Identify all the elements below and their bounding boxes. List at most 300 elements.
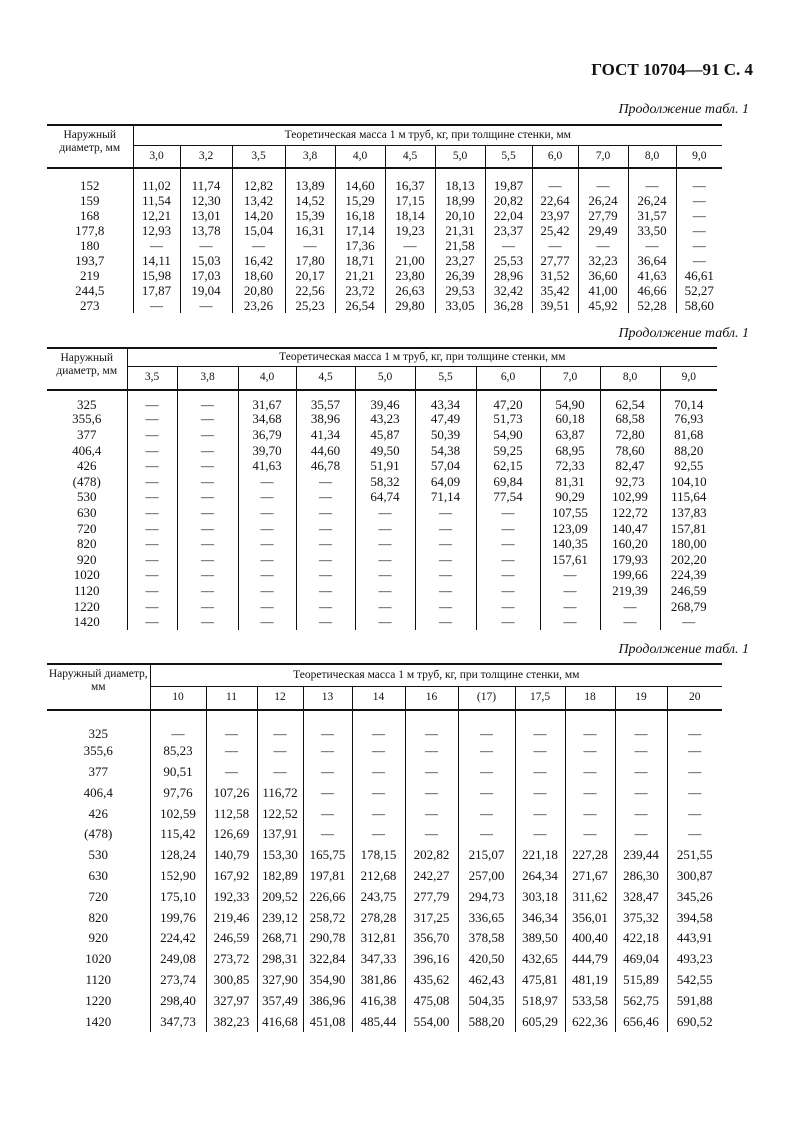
mass-cell: — xyxy=(177,490,238,506)
mass-cell: 29,80 xyxy=(385,298,435,313)
diameter-cell: 193,7 xyxy=(75,252,105,268)
mass-cell: 504,35 xyxy=(458,990,515,1011)
mass-cell: 52,27 xyxy=(676,283,722,298)
mass-cell: 165,75 xyxy=(303,845,352,866)
mass-cell: — xyxy=(177,427,238,443)
mass-cell: — xyxy=(238,552,296,568)
mass-cell: — xyxy=(127,490,177,506)
mass-cell: — xyxy=(405,741,458,762)
mass-cell: 227,28 xyxy=(565,845,615,866)
mass-cell: — xyxy=(355,536,415,552)
thickness-column-header: 3,5 xyxy=(232,145,285,168)
diameter-cell: 530 xyxy=(77,489,97,505)
mass-cell: 34,68 xyxy=(238,412,296,428)
mass-cell: — xyxy=(177,568,238,584)
mass-cell: — xyxy=(238,490,296,506)
mass-cell: 64,09 xyxy=(415,474,476,490)
mass-cell: 257,00 xyxy=(458,866,515,887)
mass-cell: 278,28 xyxy=(352,907,405,928)
mass-cell: 518,97 xyxy=(515,990,565,1011)
mass-cell: 85,23 xyxy=(150,741,206,762)
mass-cell: — xyxy=(355,505,415,521)
mass-cell: — xyxy=(177,599,238,615)
mass-cell: — xyxy=(578,238,628,253)
mass-cell: 224,39 xyxy=(660,568,717,584)
mass-cell: — xyxy=(296,536,355,552)
diameter-header: Наружный диаметр, мм xyxy=(47,348,127,390)
mass-cell: — xyxy=(615,782,667,803)
mass-cell: 126,69 xyxy=(206,824,257,845)
mass-cell: — xyxy=(303,741,352,762)
diameter-cell: 426 xyxy=(88,805,108,821)
mass-cell: 303,18 xyxy=(515,886,565,907)
thickness-column-header: 5,5 xyxy=(485,145,532,168)
mass-cell: — xyxy=(565,762,615,783)
table-row xyxy=(47,223,722,238)
mass-cell: 451,08 xyxy=(303,1011,352,1032)
mass-cell: — xyxy=(177,412,238,428)
mass-cell: — xyxy=(676,168,722,193)
mass-cell: 224,42 xyxy=(150,928,206,949)
mass-cell: — xyxy=(667,762,722,783)
thickness-column-header: (17) xyxy=(458,686,515,710)
mass-cell: 271,67 xyxy=(565,866,615,887)
mass-cell: — xyxy=(676,253,722,268)
mass-cell: 107,26 xyxy=(206,782,257,803)
mass-cell: 122,72 xyxy=(600,505,660,521)
mass-cell: 354,90 xyxy=(303,970,352,991)
mass-cell: 312,81 xyxy=(352,928,405,949)
mass-cell: — xyxy=(415,614,476,630)
mass-cell: 68,58 xyxy=(600,412,660,428)
mass-cell: 77,54 xyxy=(476,490,540,506)
mass-cell: 298,40 xyxy=(150,990,206,1011)
mass-cell: — xyxy=(676,208,722,223)
mass-cell: 588,20 xyxy=(458,1011,515,1032)
mass-cell: — xyxy=(458,824,515,845)
mass-cell: 88,20 xyxy=(660,443,717,459)
mass-cell: 300,85 xyxy=(206,970,257,991)
mass-cell: 128,24 xyxy=(150,845,206,866)
mass-cell: 157,61 xyxy=(540,552,600,568)
wall-thickness-group-header: Теоретическая масса 1 м труб, кг, при толщине стенки, мм xyxy=(150,664,722,686)
diameter-cell: 1020 xyxy=(85,951,112,967)
mass-cell: 12,21 xyxy=(133,208,180,223)
mass-cell: — xyxy=(238,521,296,537)
mass-cell: 115,64 xyxy=(660,490,717,506)
mass-cell: — xyxy=(667,824,722,845)
diameter-cell: 159 xyxy=(80,192,100,208)
mass-cell: 140,35 xyxy=(540,536,600,552)
table-row xyxy=(47,474,717,490)
mass-cell: 59,25 xyxy=(476,443,540,459)
thickness-column-header: 4,0 xyxy=(335,145,385,168)
mass-cell: 20,82 xyxy=(485,193,532,208)
diameter-header: Наружный диаметр, мм xyxy=(47,664,150,710)
mass-cell: — xyxy=(238,568,296,584)
diameter-cell: 820 xyxy=(77,536,97,552)
diameter-cell: (478) xyxy=(84,826,113,842)
mass-cell: 31,67 xyxy=(238,390,296,412)
diameter-cell: 325 xyxy=(88,725,108,741)
mass-cell: 72,33 xyxy=(540,458,600,474)
mass-cell: 327,90 xyxy=(257,970,303,991)
diameter-header: Наружный диаметр, мм xyxy=(47,125,133,168)
mass-cell: 35,42 xyxy=(532,283,578,298)
mass-cell: 591,88 xyxy=(667,990,722,1011)
mass-cell: 347,73 xyxy=(150,1011,206,1032)
diameter-cell: 1420 xyxy=(85,1013,112,1029)
mass-cell: 54,38 xyxy=(415,443,476,459)
mass-cell: — xyxy=(615,824,667,845)
mass-cell: — xyxy=(476,614,540,630)
mass-cell: 47,20 xyxy=(476,390,540,412)
mass-cell: 160,20 xyxy=(600,536,660,552)
mass-cell: 33,50 xyxy=(628,223,676,238)
mass-cell: — xyxy=(667,803,722,824)
mass-cell: 19,87 xyxy=(485,168,532,193)
thickness-column-header: 8,0 xyxy=(600,366,660,390)
mass-cell: 23,80 xyxy=(385,268,435,283)
mass-cell: 25,23 xyxy=(285,298,335,313)
mass-cell: — xyxy=(127,521,177,537)
table-row xyxy=(47,521,717,537)
mass-cell: 52,28 xyxy=(628,298,676,313)
mass-cell: 26,54 xyxy=(335,298,385,313)
diameter-cell: 355,6 xyxy=(72,411,102,427)
mass-cell: — xyxy=(257,710,303,741)
mass-cell: 14,52 xyxy=(285,193,335,208)
mass-cell: 202,82 xyxy=(405,845,458,866)
mass-cell: 221,18 xyxy=(515,845,565,866)
mass-cell: — xyxy=(352,710,405,741)
diameter-cell: 152 xyxy=(80,178,100,193)
mass-cell: 554,00 xyxy=(405,1011,458,1032)
mass-cell: 27,77 xyxy=(532,253,578,268)
mass-cell: — xyxy=(578,168,628,193)
mass-cell: 357,49 xyxy=(257,990,303,1011)
mass-cell: 16,42 xyxy=(232,253,285,268)
mass-cell: 15,29 xyxy=(335,193,385,208)
mass-cell: — xyxy=(150,710,206,741)
mass-cell: 21,21 xyxy=(335,268,385,283)
mass-cell: 346,34 xyxy=(515,907,565,928)
mass-cell: 347,33 xyxy=(352,949,405,970)
mass-cell: — xyxy=(476,521,540,537)
table-row xyxy=(47,268,722,283)
mass-cell: 64,74 xyxy=(355,490,415,506)
mass-cell: 62,54 xyxy=(600,390,660,412)
mass-cell: 97,76 xyxy=(150,782,206,803)
mass-cell: — xyxy=(405,710,458,741)
mass-cell: — xyxy=(238,474,296,490)
mass-cell: — xyxy=(133,238,180,253)
table-row xyxy=(47,283,722,298)
mass-cell: 311,62 xyxy=(565,886,615,907)
mass-cell: — xyxy=(476,599,540,615)
mass-cell: — xyxy=(476,568,540,584)
mass-cell: — xyxy=(355,583,415,599)
thickness-column-header: 3,0 xyxy=(133,145,180,168)
mass-cell: 273,72 xyxy=(206,949,257,970)
mass-cell: — xyxy=(676,223,722,238)
table-row xyxy=(47,614,717,630)
mass-cell: 29,53 xyxy=(435,283,485,298)
mass-cell: 394,58 xyxy=(667,907,722,928)
mass-cell: 356,01 xyxy=(565,907,615,928)
thickness-column-header: 19 xyxy=(615,686,667,710)
mass-cell: — xyxy=(127,614,177,630)
mass-cell: 199,66 xyxy=(600,568,660,584)
mass-cell: — xyxy=(532,168,578,193)
mass-cell: — xyxy=(206,741,257,762)
mass-cell: — xyxy=(127,599,177,615)
mass-cell: 50,39 xyxy=(415,427,476,443)
mass-cell: — xyxy=(296,568,355,584)
diameter-cell: 820 xyxy=(88,909,108,925)
mass-cell: — xyxy=(303,762,352,783)
mass-cell: — xyxy=(127,427,177,443)
mass-cell: 11,02 xyxy=(133,168,180,193)
mass-cell: 375,32 xyxy=(615,907,667,928)
mass-cell: 562,75 xyxy=(615,990,667,1011)
mass-cell: — xyxy=(238,536,296,552)
table-row xyxy=(47,741,722,762)
mass-cell: 81,68 xyxy=(660,427,717,443)
mass-cell: 58,32 xyxy=(355,474,415,490)
mass-cell: — xyxy=(206,710,257,741)
mass-cell: — xyxy=(676,238,722,253)
mass-cell: 386,96 xyxy=(303,990,352,1011)
mass-cell: 298,31 xyxy=(257,949,303,970)
mass-cell: — xyxy=(515,710,565,741)
mass-cell: 16,18 xyxy=(335,208,385,223)
table-row xyxy=(47,443,717,459)
mass-cell: 112,58 xyxy=(206,803,257,824)
mass-cell: 33,05 xyxy=(435,298,485,313)
mass-cell: 137,83 xyxy=(660,505,717,521)
mass-cell: — xyxy=(238,599,296,615)
mass-cell: — xyxy=(206,762,257,783)
mass-cell: — xyxy=(127,552,177,568)
mass-cell: — xyxy=(600,599,660,615)
mass-cell: — xyxy=(415,505,476,521)
table-row xyxy=(47,390,717,412)
mass-cell: 11,74 xyxy=(180,168,232,193)
table-row xyxy=(47,886,722,907)
mass-cell: 14,60 xyxy=(335,168,385,193)
mass-cell: 31,52 xyxy=(532,268,578,283)
mass-cell: — xyxy=(127,443,177,459)
mass-cell: 243,75 xyxy=(352,886,405,907)
mass-cell: — xyxy=(296,521,355,537)
mass-cell: — xyxy=(177,552,238,568)
mass-cell: 420,50 xyxy=(458,949,515,970)
mass-cell: 542,55 xyxy=(667,970,722,991)
mass-cell: 16,31 xyxy=(285,223,335,238)
thickness-column-header: 13 xyxy=(303,686,352,710)
mass-cell: 72,80 xyxy=(600,427,660,443)
mass-cell: 102,99 xyxy=(600,490,660,506)
mass-cell: — xyxy=(296,490,355,506)
mass-cell: — xyxy=(565,824,615,845)
mass-cell: 19,23 xyxy=(385,223,435,238)
mass-cell: 157,81 xyxy=(660,521,717,537)
mass-cell: 290,78 xyxy=(303,928,352,949)
mass-cell: 246,59 xyxy=(660,583,717,599)
mass-cell: — xyxy=(628,168,676,193)
diameter-cell: 406,4 xyxy=(72,442,102,458)
mass-cell: 18,71 xyxy=(335,253,385,268)
mass-cell: — xyxy=(515,741,565,762)
table-row xyxy=(47,599,717,615)
diameter-cell: 720 xyxy=(77,520,97,536)
mass-cell: 104,10 xyxy=(660,474,717,490)
mass-cell: — xyxy=(476,552,540,568)
diameter-cell: 1020 xyxy=(73,567,100,583)
mass-cell: 122,52 xyxy=(257,803,303,824)
mass-cell: 378,58 xyxy=(458,928,515,949)
diameter-cell: 426 xyxy=(77,458,97,474)
mass-cell: — xyxy=(628,238,676,253)
table-row xyxy=(47,168,722,193)
mass-cell: — xyxy=(667,782,722,803)
mass-cell: 58,60 xyxy=(676,298,722,313)
mass-cell: — xyxy=(615,762,667,783)
mass-cell: 26,24 xyxy=(628,193,676,208)
mass-cell: 435,62 xyxy=(405,970,458,991)
mass-cell: 199,76 xyxy=(150,907,206,928)
mass-cell: 212,68 xyxy=(352,866,405,887)
diameter-cell: 1420 xyxy=(73,614,100,630)
mass-cell: — xyxy=(515,803,565,824)
mass-cell: 258,72 xyxy=(303,907,352,928)
mass-cell: 327,97 xyxy=(206,990,257,1011)
diameter-cell: 168 xyxy=(80,207,100,223)
mass-cell: 16,37 xyxy=(385,168,435,193)
mass-cell: 20,17 xyxy=(285,268,335,283)
continuation-label-3: Продолжение табл. 1 xyxy=(618,642,749,657)
mass-cell: 15,03 xyxy=(180,253,232,268)
mass-cell: 78,60 xyxy=(600,443,660,459)
mass-cell: — xyxy=(476,505,540,521)
mass-cell: — xyxy=(177,614,238,630)
mass-cell: 27,79 xyxy=(578,208,628,223)
mass-cell: — xyxy=(177,474,238,490)
mass-cell: 300,87 xyxy=(667,866,722,887)
table-row xyxy=(47,949,722,970)
mass-cell: — xyxy=(415,599,476,615)
mass-cell: 116,72 xyxy=(257,782,303,803)
mass-cell: 22,64 xyxy=(532,193,578,208)
table-row xyxy=(47,928,722,949)
mass-cell: 12,82 xyxy=(232,168,285,193)
thickness-column-header: 3,5 xyxy=(127,366,177,390)
mass-cell: 432,65 xyxy=(515,949,565,970)
mass-cell: 481,19 xyxy=(565,970,615,991)
table-row xyxy=(47,824,722,845)
mass-cell: — xyxy=(532,238,578,253)
thickness-column-header: 8,0 xyxy=(628,145,676,168)
mass-cell: 444,79 xyxy=(565,949,615,970)
mass-cell: 226,66 xyxy=(303,886,352,907)
mass-cell: — xyxy=(238,505,296,521)
mass-cell: 22,04 xyxy=(485,208,532,223)
mass-cell: 15,39 xyxy=(285,208,335,223)
mass-cell: 356,70 xyxy=(405,928,458,949)
mass-cell: — xyxy=(415,521,476,537)
mass-cell: 18,60 xyxy=(232,268,285,283)
mass-cell: 11,54 xyxy=(133,193,180,208)
mass-cell: — xyxy=(667,741,722,762)
mass-cell: — xyxy=(177,505,238,521)
mass-cell: 81,31 xyxy=(540,474,600,490)
mass-cell: 54,90 xyxy=(540,390,600,412)
mass-cell: — xyxy=(177,583,238,599)
diameter-cell: 630 xyxy=(88,867,108,883)
mass-cell: 28,96 xyxy=(485,268,532,283)
mass-cell: — xyxy=(355,568,415,584)
mass-cell: 605,29 xyxy=(515,1011,565,1032)
thickness-column-header: 4,5 xyxy=(385,145,435,168)
diameter-cell: 1220 xyxy=(85,992,112,1008)
mass-cell: — xyxy=(127,390,177,412)
mass-cell: — xyxy=(540,614,600,630)
mass-cell: 38,96 xyxy=(296,412,355,428)
mass-cell: 76,93 xyxy=(660,412,717,428)
mass-cell: 622,36 xyxy=(565,1011,615,1032)
diameter-cell: (478) xyxy=(72,473,101,489)
mass-cell: 13,42 xyxy=(232,193,285,208)
table-row xyxy=(47,907,722,928)
mass-cell: — xyxy=(415,568,476,584)
mass-cell: 268,79 xyxy=(660,599,717,615)
mass-cell: 336,65 xyxy=(458,907,515,928)
table-row xyxy=(47,568,717,584)
mass-cell: 45,87 xyxy=(355,427,415,443)
mass-cell: — xyxy=(352,762,405,783)
mass-table-1 xyxy=(47,124,722,313)
mass-cell: — xyxy=(540,599,600,615)
mass-cell: 382,23 xyxy=(206,1011,257,1032)
thickness-column-header: 5,0 xyxy=(355,366,415,390)
mass-cell: — xyxy=(565,803,615,824)
mass-cell: 21,31 xyxy=(435,223,485,238)
thickness-column-header: 20 xyxy=(667,686,722,710)
mass-cell: 51,73 xyxy=(476,412,540,428)
mass-cell: 14,20 xyxy=(232,208,285,223)
mass-cell: — xyxy=(615,710,667,741)
mass-cell: 115,42 xyxy=(150,824,206,845)
mass-cell: — xyxy=(127,458,177,474)
mass-cell: — xyxy=(133,298,180,313)
diameter-cell: 377 xyxy=(88,763,108,779)
mass-cell: 422,18 xyxy=(615,928,667,949)
mass-cell: 17,87 xyxy=(133,283,180,298)
mass-cell: 179,93 xyxy=(600,552,660,568)
mass-cell: 249,08 xyxy=(150,949,206,970)
mass-cell: 13,89 xyxy=(285,168,335,193)
mass-cell: 273,74 xyxy=(150,970,206,991)
mass-cell: — xyxy=(415,536,476,552)
mass-cell: 51,91 xyxy=(355,458,415,474)
thickness-column-header: 6,0 xyxy=(532,145,578,168)
mass-cell: 396,16 xyxy=(405,949,458,970)
mass-cell: 18,14 xyxy=(385,208,435,223)
mass-cell: — xyxy=(296,599,355,615)
mass-cell: 322,84 xyxy=(303,949,352,970)
mass-cell: 70,14 xyxy=(660,390,717,412)
